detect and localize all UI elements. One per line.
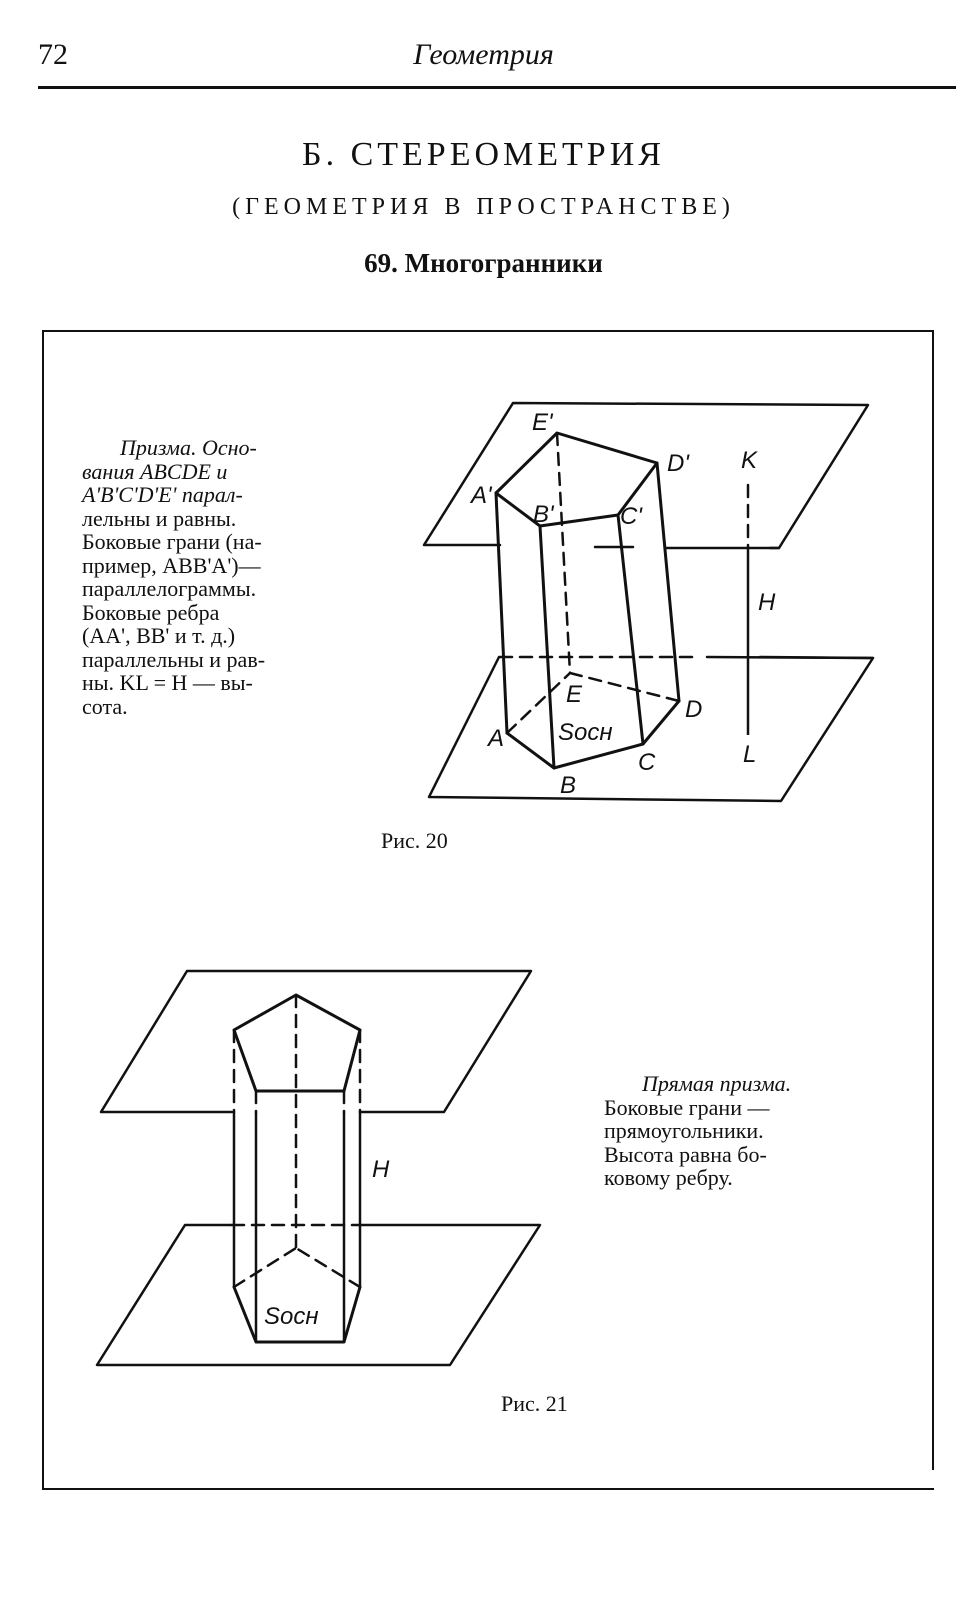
label-l: L	[743, 741, 757, 768]
right-prism-text-line: прямоугольники.	[604, 1118, 764, 1143]
chapter-title: 69. Многогранники	[364, 248, 603, 278]
label-a-prime: A'	[471, 482, 492, 509]
lower-plane-21	[97, 1225, 540, 1365]
prism-text-line: параллелограммы.	[82, 576, 257, 601]
prism-text-line: пример, ABB'A')—	[82, 552, 261, 578]
right-prism-description	[604, 1072, 832, 1190]
prism-text-line: вания ABCDE и	[82, 458, 228, 484]
label-b-prime: B'	[533, 501, 554, 528]
right-prism-text-line: Высота равна бо-	[604, 1141, 767, 1167]
prism-text-line: A'B'C'D'E' парал-	[82, 482, 243, 507]
right-prism-text-line: Прямая призма.	[642, 1071, 792, 1096]
label-s-base: Sосн	[558, 719, 613, 746]
figure-21-caption: Рис. 21	[501, 1391, 568, 1416]
label-c: C	[638, 749, 656, 776]
section-title: Б. СТЕРЕОМЕТРИЯ	[302, 136, 665, 173]
label-d: D	[685, 696, 703, 723]
section-subtitle: (ГЕОМЕТРИЯ В ПРОСТРАНСТВЕ)	[232, 194, 735, 220]
label-s-base-21: Sосн	[264, 1303, 319, 1330]
prism-text-line: сота.	[82, 693, 128, 719]
label-h: H	[758, 589, 776, 616]
page-number: 72	[38, 38, 68, 71]
hidden-base-edge-21	[234, 1248, 296, 1287]
prism-text-line: параллельны и рав-	[82, 646, 266, 672]
label-a: A	[488, 725, 505, 752]
prism-text-line: Боковые ребра	[82, 599, 220, 625]
prism-text-line: Призма. Осно-	[120, 435, 257, 460]
right-prism-text-line: Боковые грани —	[604, 1094, 770, 1120]
running-title: Геометрия	[413, 38, 554, 71]
label-e: E	[566, 681, 583, 708]
prism-text-line: лельны и равны.	[82, 505, 237, 531]
label-h-21: H	[372, 1156, 390, 1183]
label-c-prime: C'	[620, 503, 642, 530]
label-k: K	[741, 447, 758, 474]
right-prism-text-line: ковому ребру.	[604, 1165, 733, 1190]
hidden-base-edge-21	[296, 1248, 360, 1287]
label-b: B	[560, 772, 577, 799]
prism-text-line: Боковые грани (на-	[82, 529, 262, 554]
prism-text-line: (AA', BB' и т. д.)	[82, 623, 236, 648]
prism-text-line: ны. KL = H — вы-	[82, 670, 253, 695]
figure-20-caption: Рис. 20	[381, 828, 448, 853]
label-d-prime: D'	[667, 450, 689, 477]
label-e-prime: E'	[532, 409, 553, 436]
